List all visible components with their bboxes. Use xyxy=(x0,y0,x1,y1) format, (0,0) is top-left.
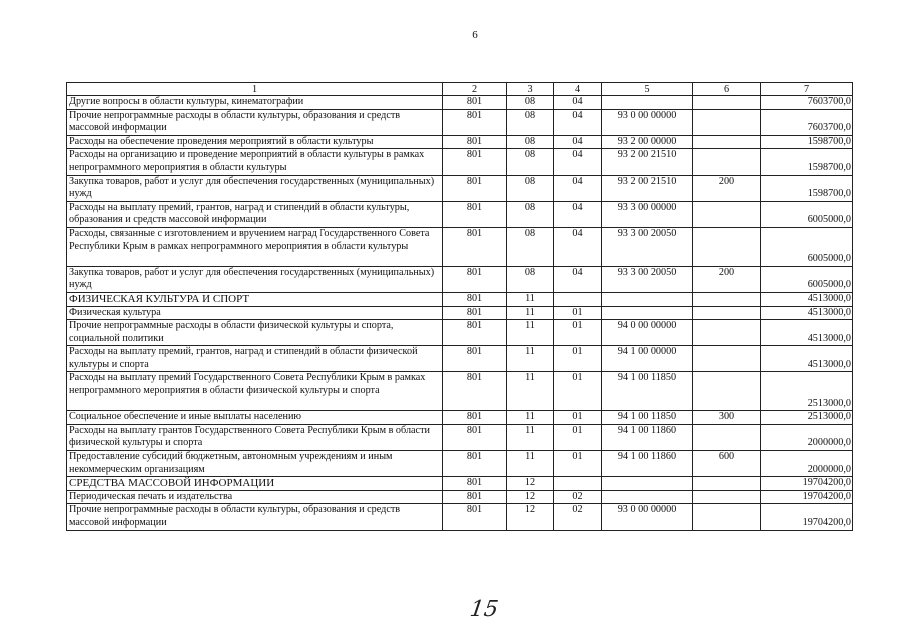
table-row xyxy=(67,96,853,110)
row-code-csr: 93 3 00 00000 xyxy=(602,201,693,227)
row-code-gr: 801 xyxy=(443,490,507,504)
row-code-pr: 01 xyxy=(554,306,602,320)
table-row xyxy=(67,175,853,201)
row-name: СРЕДСТВА МАССОВОЙ ИНФОРМАЦИИ xyxy=(67,477,443,491)
row-amount: 19704200,0 xyxy=(761,504,853,530)
row-code-gr: 801 xyxy=(443,477,507,491)
row-code-rz: 11 xyxy=(507,320,554,346)
row-code-pr: 01 xyxy=(554,372,602,411)
row-code-gr: 801 xyxy=(443,96,507,110)
row-code-vr: 200 xyxy=(693,266,761,292)
header-col-5: 5 xyxy=(602,83,693,96)
row-code-vr xyxy=(693,96,761,110)
row-code-pr: 01 xyxy=(554,451,602,477)
row-amount: 2513000,0 xyxy=(761,411,853,425)
row-code-pr: 02 xyxy=(554,504,602,530)
row-code-rz: 08 xyxy=(507,227,554,266)
row-code-rz: 11 xyxy=(507,372,554,411)
row-code-vr xyxy=(693,346,761,372)
table-row xyxy=(67,411,853,425)
row-code-rz: 08 xyxy=(507,149,554,175)
row-code-gr: 801 xyxy=(443,504,507,530)
row-code-rz: 08 xyxy=(507,201,554,227)
row-code-csr: 94 1 00 11850 xyxy=(602,372,693,411)
row-code-rz: 11 xyxy=(507,411,554,425)
row-code-csr xyxy=(602,96,693,110)
table-row xyxy=(67,424,853,450)
table-row xyxy=(67,490,853,504)
row-code-csr: 93 2 00 00000 xyxy=(602,135,693,149)
table-row xyxy=(67,477,853,491)
row-code-vr xyxy=(693,149,761,175)
row-amount: 4513000,0 xyxy=(761,320,853,346)
row-code-csr: 94 1 00 11850 xyxy=(602,411,693,425)
row-code-csr xyxy=(602,292,693,306)
row-code-csr: 94 0 00 00000 xyxy=(602,320,693,346)
row-name: Прочие непрограммные расходы в области культуры, образования и средств массовой информации xyxy=(67,504,443,530)
row-amount: 19704200,0 xyxy=(761,477,853,491)
row-code-csr: 94 1 00 00000 xyxy=(602,346,693,372)
row-code-gr: 801 xyxy=(443,346,507,372)
row-code-rz: 08 xyxy=(507,135,554,149)
row-name: Расходы на выплату премий, грантов, наград и стипендий в области культуры, образования и средств массовой информации xyxy=(67,201,443,227)
row-code-vr xyxy=(693,227,761,266)
row-name: Физическая культура xyxy=(67,306,443,320)
table-row xyxy=(67,306,853,320)
row-code-csr: 93 3 00 20050 xyxy=(602,266,693,292)
row-code-vr xyxy=(693,372,761,411)
table-row xyxy=(67,346,853,372)
row-code-gr: 801 xyxy=(443,266,507,292)
row-amount: 2000000,0 xyxy=(761,424,853,450)
row-code-vr xyxy=(693,504,761,530)
row-code-rz: 08 xyxy=(507,96,554,110)
row-code-pr: 04 xyxy=(554,266,602,292)
row-amount: 7603700,0 xyxy=(761,96,853,110)
row-name: Расходы на выплату премий Государственного Совета Республики Крым в рамках непрограммного мероприятия в области физической культуры и спорта xyxy=(67,372,443,411)
header-col-2: 2 xyxy=(443,83,507,96)
table-row xyxy=(67,320,853,346)
row-code-csr xyxy=(602,477,693,491)
row-code-pr: 01 xyxy=(554,320,602,346)
row-name: Расходы на организацию и проведение мероприятий в области культуры в рамках непрограммного мероприятия в области культуры xyxy=(67,149,443,175)
row-name: Закупка товаров, работ и услуг для обеспечения государственных (муниципальных) нужд xyxy=(67,266,443,292)
row-code-pr: 04 xyxy=(554,175,602,201)
row-code-gr: 801 xyxy=(443,320,507,346)
page-number: 6 xyxy=(472,29,478,41)
row-code-rz: 08 xyxy=(507,175,554,201)
row-code-vr: 300 xyxy=(693,411,761,425)
table-row xyxy=(67,292,853,306)
row-code-vr xyxy=(693,490,761,504)
row-code-pr: 01 xyxy=(554,346,602,372)
row-name: Закупка товаров, работ и услуг для обеспечения государственных (муниципальных) нужд xyxy=(67,175,443,201)
row-amount: 6005000,0 xyxy=(761,227,853,266)
table-row xyxy=(67,149,853,175)
row-amount: 1598700,0 xyxy=(761,149,853,175)
row-amount: 19704200,0 xyxy=(761,490,853,504)
row-code-gr: 801 xyxy=(443,175,507,201)
row-code-csr: 93 0 00 00000 xyxy=(602,504,693,530)
row-code-gr: 801 xyxy=(443,149,507,175)
table-row xyxy=(67,266,853,292)
row-code-vr xyxy=(693,424,761,450)
row-name: Прочие непрограммные расходы в области физической культуры и спорта, социальной политики xyxy=(67,320,443,346)
table-row xyxy=(67,372,853,411)
row-amount: 1598700,0 xyxy=(761,175,853,201)
row-code-rz: 11 xyxy=(507,292,554,306)
row-name: Расходы на обеспечение проведения мероприятий в области культуры xyxy=(67,135,443,149)
row-code-gr: 801 xyxy=(443,292,507,306)
header-col-7: 7 xyxy=(761,83,853,96)
row-code-csr xyxy=(602,306,693,320)
row-code-gr: 801 xyxy=(443,424,507,450)
row-code-pr: 01 xyxy=(554,411,602,425)
row-code-vr xyxy=(693,320,761,346)
row-code-csr: 93 2 00 21510 xyxy=(602,175,693,201)
row-code-rz: 11 xyxy=(507,346,554,372)
row-code-pr: 04 xyxy=(554,149,602,175)
header-col-4: 4 xyxy=(554,83,602,96)
row-name: Расходы на выплату премий, грантов, наград и стипендий в области физической культуры и спорта xyxy=(67,346,443,372)
table-row xyxy=(67,135,853,149)
row-code-pr: 01 xyxy=(554,424,602,450)
row-amount: 6005000,0 xyxy=(761,266,853,292)
row-code-vr xyxy=(693,292,761,306)
row-name: Прочие непрограммные расходы в области культуры, образования и средств массовой информации xyxy=(67,109,443,135)
row-code-pr: 04 xyxy=(554,201,602,227)
row-code-vr: 600 xyxy=(693,451,761,477)
row-name: Периодическая печать и издательства xyxy=(67,490,443,504)
row-code-gr: 801 xyxy=(443,411,507,425)
table-row xyxy=(67,201,853,227)
row-amount: 1598700,0 xyxy=(761,135,853,149)
row-code-rz: 11 xyxy=(507,451,554,477)
row-name: ФИЗИЧЕСКАЯ КУЛЬТУРА И СПОРТ xyxy=(67,292,443,306)
row-code-gr: 801 xyxy=(443,109,507,135)
row-amount: 2000000,0 xyxy=(761,451,853,477)
row-code-pr: 04 xyxy=(554,135,602,149)
row-code-csr: 93 2 00 21510 xyxy=(602,149,693,175)
row-code-pr: 04 xyxy=(554,109,602,135)
row-code-rz: 12 xyxy=(507,477,554,491)
row-amount: 6005000,0 xyxy=(761,201,853,227)
row-code-csr: 93 0 00 00000 xyxy=(602,109,693,135)
row-code-csr: 94 1 00 11860 xyxy=(602,424,693,450)
row-name: Расходы на выплату грантов Государственного Совета Республики Крым в области физической культуры и спорта xyxy=(67,424,443,450)
row-code-vr xyxy=(693,201,761,227)
header-col-1: 1 xyxy=(67,83,443,96)
row-code-vr: 200 xyxy=(693,175,761,201)
row-amount: 7603700,0 xyxy=(761,109,853,135)
row-code-pr: 04 xyxy=(554,227,602,266)
row-amount: 4513000,0 xyxy=(761,306,853,320)
header-col-6: 6 xyxy=(693,83,761,96)
row-code-vr xyxy=(693,477,761,491)
row-code-pr: 04 xyxy=(554,96,602,110)
row-code-gr: 801 xyxy=(443,451,507,477)
row-code-vr xyxy=(693,306,761,320)
row-code-pr xyxy=(554,292,602,306)
row-amount: 2513000,0 xyxy=(761,372,853,411)
row-amount: 4513000,0 xyxy=(761,346,853,372)
handwritten-page-mark: 15 xyxy=(468,597,500,622)
table-row xyxy=(67,227,853,266)
row-code-csr xyxy=(602,490,693,504)
row-code-rz: 11 xyxy=(507,424,554,450)
row-code-rz: 12 xyxy=(507,490,554,504)
row-name: Другие вопросы в области культуры, кинематографии xyxy=(67,96,443,110)
row-code-rz: 11 xyxy=(507,306,554,320)
row-code-gr: 801 xyxy=(443,227,507,266)
row-name: Расходы, связанные с изготовлением и вручением наград Государственного Совета Республики Крым в рамках непрограммного мероприятия в области культуры xyxy=(67,227,443,266)
row-code-csr: 93 3 00 20050 xyxy=(602,227,693,266)
header-col-3: 3 xyxy=(507,83,554,96)
table-row xyxy=(67,451,853,477)
row-code-rz: 08 xyxy=(507,109,554,135)
table-row xyxy=(67,109,853,135)
row-code-gr: 801 xyxy=(443,135,507,149)
row-code-pr xyxy=(554,477,602,491)
table-row xyxy=(67,504,853,530)
row-code-gr: 801 xyxy=(443,372,507,411)
row-code-rz: 08 xyxy=(507,266,554,292)
row-code-vr xyxy=(693,135,761,149)
row-amount: 4513000,0 xyxy=(761,292,853,306)
row-code-csr: 94 1 00 11860 xyxy=(602,451,693,477)
row-name: Предоставление субсидий бюджетным, автономным учреждениям и иным некоммерческим организациям xyxy=(67,451,443,477)
budget-table xyxy=(66,82,853,531)
row-code-gr: 801 xyxy=(443,201,507,227)
row-code-vr xyxy=(693,109,761,135)
row-code-rz: 12 xyxy=(507,504,554,530)
row-code-gr: 801 xyxy=(443,306,507,320)
row-name: Социальное обеспечение и иные выплаты населению xyxy=(67,411,443,425)
table-header-row xyxy=(67,83,853,96)
row-code-pr: 02 xyxy=(554,490,602,504)
